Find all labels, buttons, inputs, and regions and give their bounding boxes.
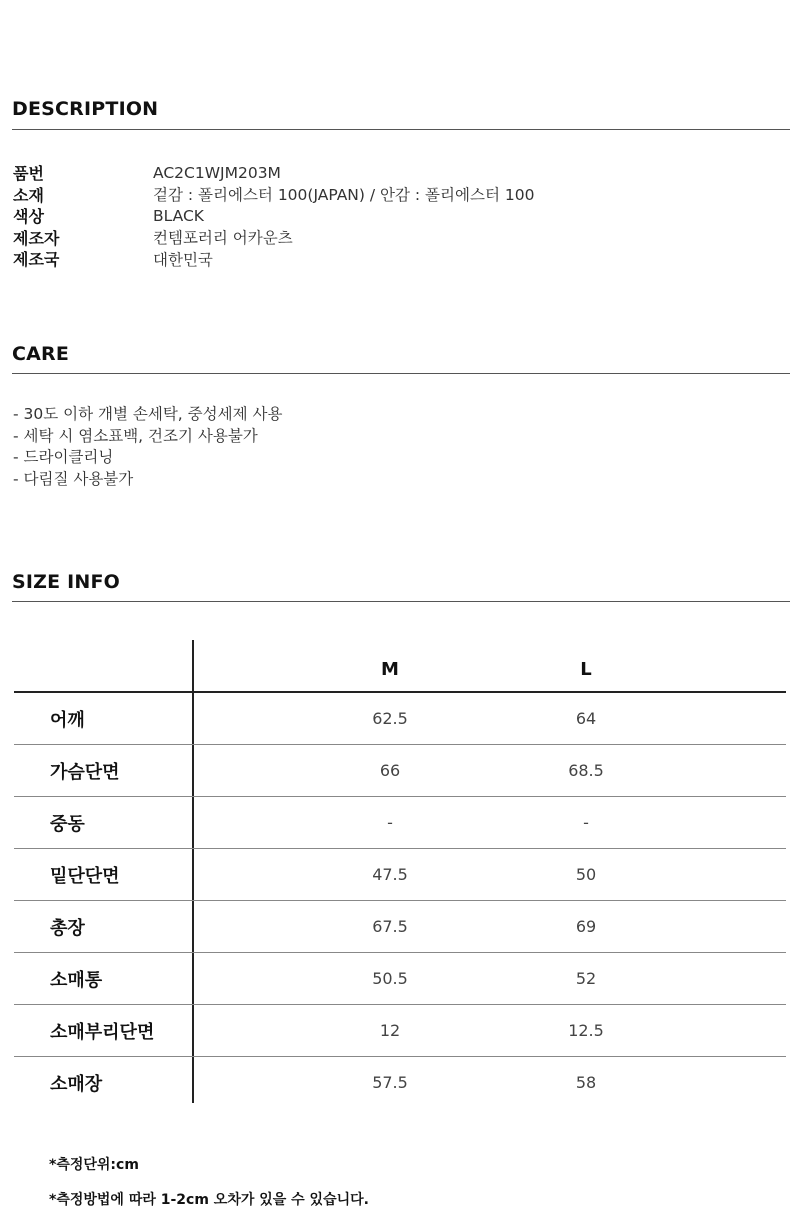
desc-label: 소재	[13, 185, 44, 205]
row-label: 중동	[50, 813, 85, 835]
table-row	[14, 1057, 786, 1108]
desc-row-product-code	[13, 162, 534, 184]
desc-label: 제조자	[13, 228, 60, 248]
desc-row-color	[13, 205, 534, 227]
cell-l: -	[583, 813, 589, 832]
table-row	[14, 849, 786, 901]
size-table-header	[14, 640, 786, 693]
size-info-divider	[12, 601, 790, 602]
table-row	[14, 901, 786, 953]
care-item: - 드라이클리닝	[13, 448, 114, 466]
desc-row-country	[13, 248, 534, 270]
care-item: - 세탁 시 염소표백, 건조기 사용불가	[13, 426, 258, 445]
desc-label: 제조국	[13, 250, 60, 270]
cell-l: 12.5	[568, 1021, 604, 1040]
table-row	[14, 797, 786, 849]
desc-label: 품번	[13, 164, 44, 184]
row-label: 가슴단면	[50, 761, 120, 783]
cell-l: 50	[575, 865, 597, 884]
row-label: 소매부리단면	[50, 1021, 155, 1043]
care-item: - 다림질 사용불가	[13, 469, 134, 488]
size-table	[14, 640, 786, 1108]
desc-row-manufacturer	[13, 227, 534, 249]
cell-m: 50.5	[372, 969, 408, 988]
description-title: DESCRIPTION	[12, 98, 159, 120]
table-row	[14, 745, 786, 797]
measurement-error-note: *측정방법에 따라 1-2cm 오차가 있을 수 있습니다.	[49, 1192, 369, 1208]
desc-value: 대한민국	[153, 250, 213, 269]
cell-m: -	[387, 813, 393, 832]
desc-label: 색상	[13, 207, 44, 227]
cell-m: 66	[379, 761, 401, 780]
care-list	[13, 404, 282, 490]
size-column-l: L	[580, 659, 592, 680]
care-item: - 30도 이하 개별 손세탁, 중성세제 사용	[13, 405, 283, 423]
desc-value: AC2C1WJM203M	[153, 163, 281, 182]
row-label: 소매통	[50, 969, 103, 991]
desc-value: 컨템포러리 어카운츠	[153, 229, 293, 248]
cell-l: 69	[575, 917, 597, 936]
size-info-title: SIZE INFO	[12, 571, 121, 593]
table-row	[14, 1005, 786, 1057]
cell-m: 12	[379, 1021, 401, 1040]
table-row	[14, 693, 786, 745]
cell-m: 62.5	[372, 709, 408, 728]
care-divider	[12, 373, 790, 374]
measurement-unit-note: *측정단위:cm	[49, 1157, 139, 1173]
cell-m: 57.5	[372, 1073, 408, 1092]
desc-value: BLACK	[153, 206, 204, 225]
row-label: 밑단단면	[50, 865, 120, 887]
cell-m: 47.5	[372, 865, 408, 884]
cell-l: 52	[575, 969, 597, 988]
row-label: 어깨	[50, 709, 85, 731]
cell-m: 67.5	[372, 917, 408, 936]
cell-l: 68.5	[568, 761, 604, 780]
description-list	[13, 162, 534, 270]
description-divider	[12, 129, 790, 130]
table-row	[14, 953, 786, 1005]
size-column-m: M	[381, 659, 399, 680]
care-title: CARE	[12, 343, 70, 365]
desc-row-material	[13, 184, 534, 206]
desc-value: 겉감 : 폴리에스터 100(JAPAN) / 안감 : 폴리에스터 100	[153, 186, 535, 205]
cell-l: 64	[575, 709, 597, 728]
cell-l: 58	[575, 1073, 597, 1092]
row-label: 소매장	[50, 1073, 103, 1095]
row-label: 총장	[50, 917, 85, 939]
